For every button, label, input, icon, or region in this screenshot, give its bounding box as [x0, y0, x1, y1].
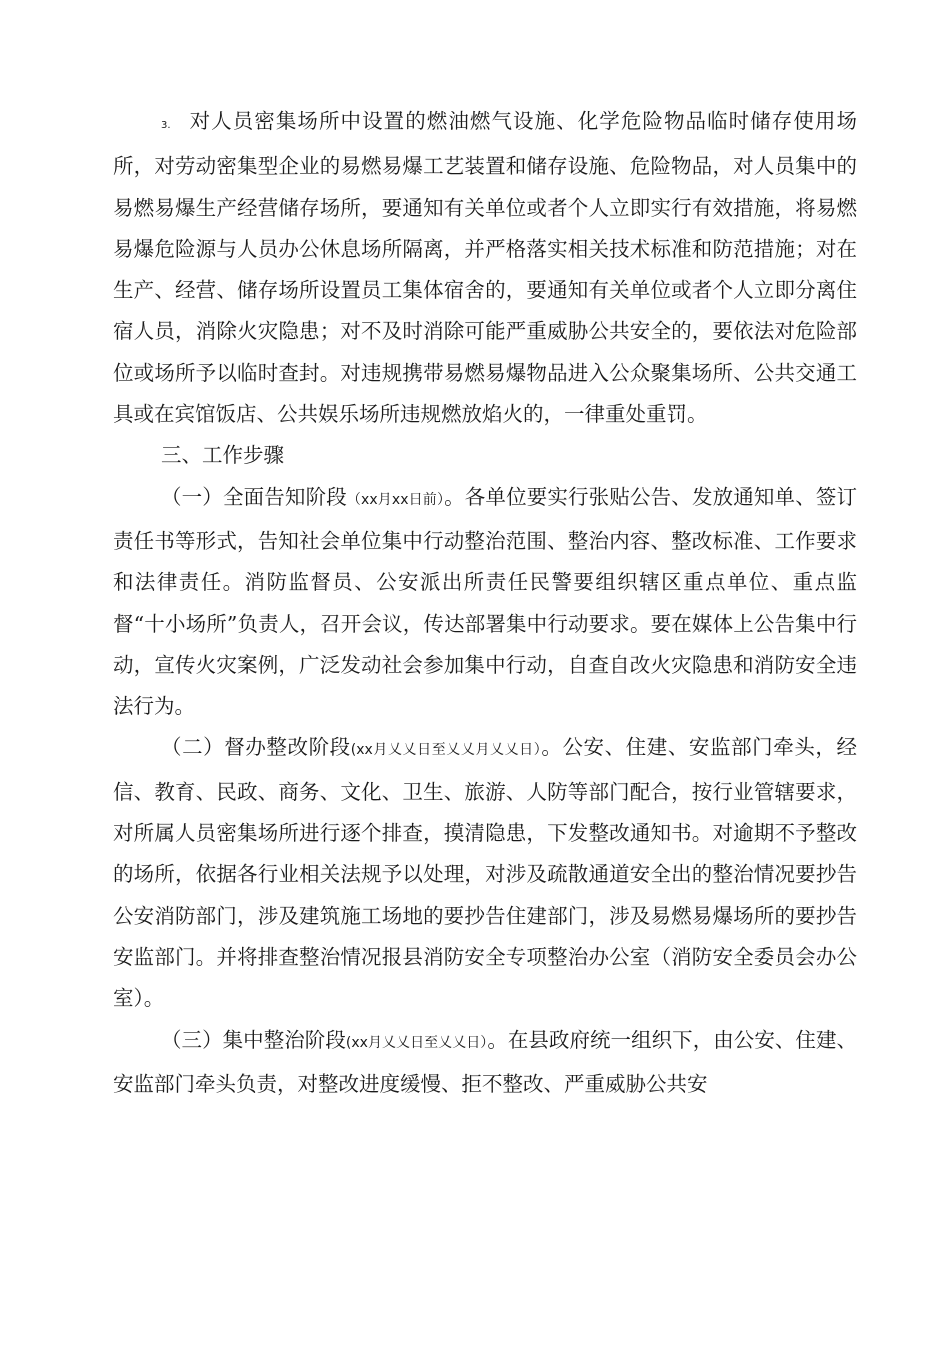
step-lead: （二）督办整改阶段: [161, 735, 351, 760]
step-date: (xx月乂乂日至乂乂日）: [345, 1034, 488, 1051]
step-lead: （一）全面告知阶段: [161, 484, 347, 509]
section-heading-text: 三、工作步骤: [161, 443, 284, 468]
paragraph-text: 对人员密集场所中设置的燃油燃气设施、化学危险物品临时储存使用场所，对劳动密集型企业的易燃易爆工艺装置和储存设施、危险物品，对人员集中的易燃易爆生产经营储存场所，要通知有关单位或者个人立即实行有效措施，将易燃易爆危险源与人员办公休息场所隔离，并严格落实相关技术标准和防范措施；对在生产、经营、储存场所设置员工集体宿舍的，要通知有关单位或者个人立即分离住宿人员，消除火灾隐患；对不及时消除可能严重威胁公共安全的，要依法对危险部位或场所予以临时查封。对违规携带易燃易爆物品进入公众聚集场所、公共交通工具或在宾馆饭店、公共娱乐场所违规燃放焰火的，一律重处重罚。: [113, 109, 857, 427]
item-number: 3.: [161, 120, 171, 131]
paragraph-step-3: [113, 1020, 857, 1106]
paragraph-text: 。各单位要实行张贴公告、发放通知单、签订责任书等形式，告知社会单位集中行动整治范围、整治内容、整改标准、工作要求和法律责任。消防监督员、公安派出所责任民警要组织辖区重点单位、重点监督“十小场所”负责人，召开会议，传达部署集中行动要求。要在媒体上公告集中行动，宣传火灾案例，广泛发动社会参加集中行动，自查自改火灾隐患和消防安全违法行为。: [113, 484, 858, 719]
section-heading: [113, 435, 857, 476]
step-date: (xx月乂乂日至乂乂月乂乂日）: [350, 742, 542, 759]
step-lead: （三）集中整治阶段: [161, 1027, 346, 1052]
paragraph-step-1: [113, 477, 857, 728]
paragraph-text: 。在县政府统一组织下，由公安、住建、安监部门牵头负责，对整改进度缓慢、拒不整改、严重威胁公共安: [113, 1027, 857, 1096]
document-body: [113, 101, 857, 1105]
paragraph-item-3: [113, 101, 857, 435]
paragraph-step-2: [113, 727, 857, 1019]
step-date: （xx月xx日前）: [346, 491, 445, 508]
paragraph-text: 。公安、住建、安监部门牵头，经信、教育、民政、商务、文化、卫生、旅游、人防等部门配合，按行业管辖要求，对所属人员密集场所进行逐个排查，摸清隐患，下发整改通知书。对逾期不予整改的场所，依据各行业相关法规予以处理，对涉及疏散通道安全出的整治情况要抄告公安消防部门，涉及建筑施工场地的要抄告住建部门，涉及易燃易爆场所的要抄告安监部门。并将排查整治情况报县消防安全专项整治办公室（消防安全委员会办公室）。: [113, 735, 858, 1011]
